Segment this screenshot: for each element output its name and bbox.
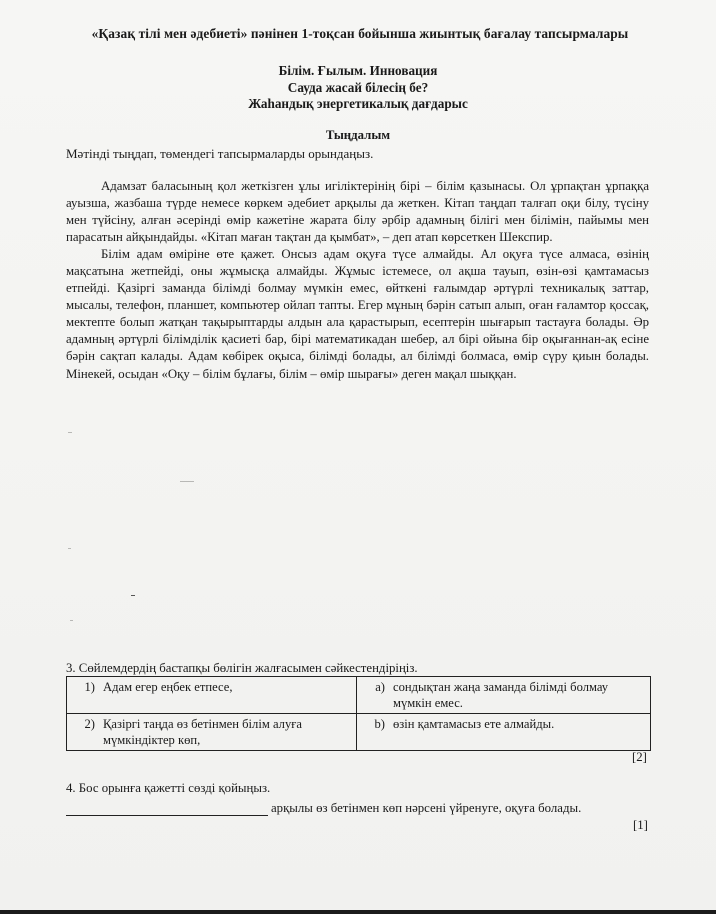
section-title: Тыңдалым [325,128,391,142]
question-4-sentence [66,801,581,816]
topic-3: Жаһандық энергетикалық дағдарыс [248,96,468,111]
sentence-ending: өзін қамтамасыз ете алмайды. [393,717,555,731]
worksheet-title: «Қазақ тілі мен әдебиеті» пәнінен 1-тоқсан бойынша жиынтық бағалау тапсырмалары [91,26,629,41]
row-number: 2) [84,717,95,731]
question-4-title: 4. Бос орынға қажетті сөзді қойыңыз. [66,781,271,795]
passage-paragraph-2: Білім адам өміріне өте қажет. Онсыз адам оқуға түсе алмайды. Ал оқуға түсе алмаса, өзінің мақсатына жетпейді, оны жұмысқа алмайды. Жұмыс істемесе, ол ақша тауып, өзін-өзі қамтамасыз етпейді. Қазіргі заманда білімді болмау мүмкін емес, өйткені ғалымдар әртүрлі техникалық заттар, мысалы, телефон, планшет, компьютер ойлап тапты. Егер мұның бәрін сатып алып, оған ғаламтор қоссақ, мектепте болып жатқан тақырыптарды алдын ала қарастырып, есептерін шығарып тастауға болады. Әр адамның әртүрлі білімділік қасиеті бар, бірі математикадан шебер, ал бірі ойына бір оқығаннан-ақ есіне бәрін сақтап калады. Адам көбірек оқыса, білімді болады, ал білімді болмаса, өмір сүру қиын болады. Мінекей, осыдан «Оқу – білім бұлағы, білім – өмір шырағы» деген мақал шыққан. [66,247,649,381]
row-number: 1) [84,680,95,694]
passage-paragraph-1: Адамзат баласының қол жеткізген ұлы игіліктерінің бірі – білім қазынасы. Ол ұрпақтан ұрпаққа ауызша, жазбаша түрде немесе көркем әдебиет арқылы да жеткен. Кітап таңдап талғап оқи білу, түсіну мен түйсіну, алған әсерінді өмір кажетіне жарата білу әрбір адамның білігі мен білімін, пайымы мен парасатын айқындайды. «Кітап маған тақтан да қымбат», – деп атап көрсеткен Шекспир. [66,179,649,245]
table-row [67,714,651,751]
table-cell [67,677,357,714]
option-letter: b) [374,717,385,731]
sentence-ending: сондықтан жаңа заманда білімді болмау мүмкін емес. [393,680,609,710]
answer-blank[interactable] [66,803,268,816]
table-row [67,677,651,714]
question-3-title: 3. Сөйлемдердің бастапқы бөлігін жалғасымен сәйкестендіріңіз. [66,661,418,675]
matching-table [66,676,651,751]
bottom-edge [0,910,716,914]
topic-2: Сауда жасай білесің бе? [287,79,429,95]
sentence-start: Адам егер еңбек етпесе, [103,680,233,694]
sentence-start: Қазіргі таңда өз бетінмен білім алуға мүмкіндіктер көп, [103,717,302,747]
table-cell [357,677,651,714]
table-cell [67,714,357,751]
section-instruction: Мәтінді тыңдап, төмендегі тапсырмаларды орындаңыз. [66,146,374,161]
table-cell [357,714,651,751]
sentence-rest: арқылы өз бетінмен көп нәрсені үйренуге, оқуға болады. [271,801,582,815]
question-3-score: [2] [632,750,647,764]
option-letter: a) [375,680,385,694]
topic-1: Білім. Ғылым. Инновация [278,63,438,78]
topic-list [0,63,716,113]
listening-passage [66,178,649,383]
question-4-score: [1] [633,818,648,832]
